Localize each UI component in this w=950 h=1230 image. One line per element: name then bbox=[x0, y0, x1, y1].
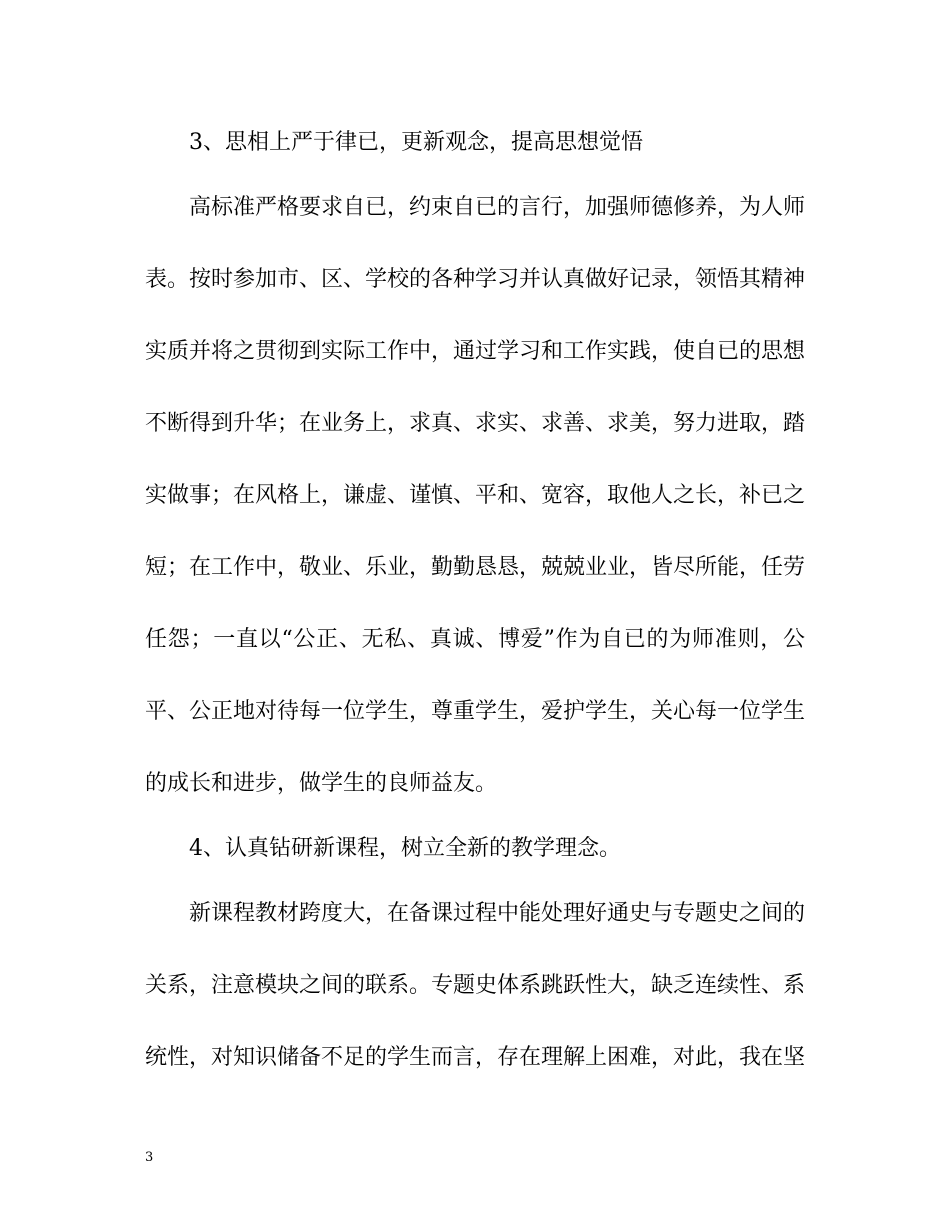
section-heading-4: 4、认真钻研新课程，树立全新的教学理念。 bbox=[189, 836, 621, 861]
section-heading-3: 3、思相上严于律已，更新观念，提高思想觉悟 bbox=[189, 130, 643, 155]
paragraph-line: 实质并将之贯彻到实际工作中，通过学习和工作实践，使自已的思想 bbox=[145, 339, 806, 364]
paragraph-line: 统性，对知识储备不足的学生而言，存在理解上困难，对此，我在坚 bbox=[145, 1045, 806, 1070]
paragraph-line: 表。按时参加市、区、学校的各种学习并认真做好记录，领悟其精神 bbox=[145, 267, 806, 292]
page-number: 3 bbox=[145, 1150, 154, 1165]
paragraph-line: 短；在工作中，敬业、乐业，勤勤恳恳，兢兢业业，皆尽所能，任劳 bbox=[145, 555, 806, 580]
paragraph-line: 新课程教材跨度大，在备课过程中能处理好通史与专题史之间的 bbox=[189, 901, 806, 926]
paragraph-line-last: 的成长和进步，做学生的良师益友。 bbox=[145, 771, 498, 796]
paragraph-line: 不断得到升华；在业务上，求真、求实、求善、求美，努力进取，踏 bbox=[145, 411, 806, 436]
paragraph-line: 实做事；在风格上，谦虚、谨慎、平和、宽容，取他人之长，补已之 bbox=[145, 483, 806, 508]
paragraph-line: 关系，注意模块之间的联系。专题史体系跳跃性大，缺乏连续性、系 bbox=[145, 973, 806, 998]
paragraph-line: 高标准严格要求自已，约束自已的言行，加强师德修养，为人师 bbox=[189, 195, 806, 220]
paragraph-line: 平、公正地对待每一位学生，尊重学生，爱护学生，关心每一位学生 bbox=[145, 699, 806, 724]
paragraph-line: 任怨；一直以“公正、无私、真诚、博爱”作为自已的为师准则，公 bbox=[145, 627, 805, 652]
